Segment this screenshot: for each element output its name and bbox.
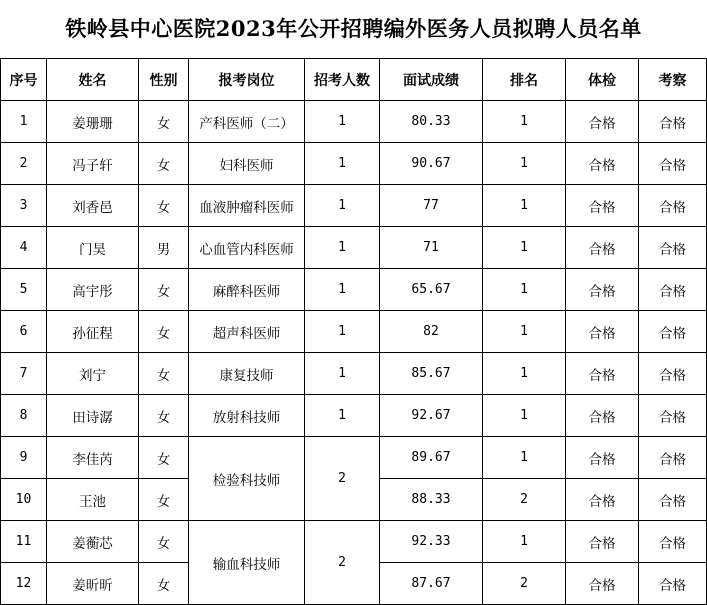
cell-quota: 1: [305, 311, 380, 353]
table-row: [1, 227, 707, 269]
cell-name: 孙征程: [47, 311, 139, 353]
cell-quota: 1: [305, 269, 380, 311]
cell-review: 合格: [639, 185, 707, 227]
cell-gender: 女: [139, 563, 189, 605]
cell-no: 9: [1, 437, 47, 479]
header-rank: 排名: [483, 59, 566, 101]
header-position: 报考岗位: [189, 59, 305, 101]
cell-gender: 女: [139, 269, 189, 311]
cell-rank: 2: [483, 563, 566, 605]
cell-position: 麻醉科医师: [189, 269, 305, 311]
cell-quota: 1: [305, 227, 380, 269]
table-row: [1, 521, 707, 563]
header-no: 序号: [1, 59, 47, 101]
cell-exam: 合格: [566, 185, 639, 227]
cell-score: 65.67: [380, 269, 483, 311]
cell-score: 71: [380, 227, 483, 269]
candidate-table: [0, 58, 707, 605]
cell-review: 合格: [639, 353, 707, 395]
cell-gender: 女: [139, 479, 189, 521]
cell-gender: 女: [139, 311, 189, 353]
cell-name: 田诗潺: [47, 395, 139, 437]
cell-rank: 1: [483, 437, 566, 479]
cell-exam: 合格: [566, 143, 639, 185]
cell-score: 92.67: [380, 395, 483, 437]
cell-name: 门昊: [47, 227, 139, 269]
cell-name: 刘宁: [47, 353, 139, 395]
cell-score: 88.33: [380, 479, 483, 521]
table-row: [1, 353, 707, 395]
cell-name: 高宇彤: [47, 269, 139, 311]
cell-review: 合格: [639, 311, 707, 353]
table-row: [1, 185, 707, 227]
cell-gender: 女: [139, 521, 189, 563]
cell-quota: 2: [305, 437, 380, 521]
cell-exam: 合格: [566, 479, 639, 521]
table-row: [1, 101, 707, 143]
cell-exam: 合格: [566, 227, 639, 269]
cell-quota: 2: [305, 521, 380, 605]
cell-score: 77: [380, 185, 483, 227]
page-title: 铁岭县中心医院2023年公开招聘编外医务人员拟聘人员名单: [65, 16, 642, 41]
cell-score: 89.67: [380, 437, 483, 479]
cell-review: 合格: [639, 269, 707, 311]
header-quota: 招考人数: [305, 59, 380, 101]
cell-quota: 1: [305, 185, 380, 227]
cell-review: 合格: [639, 395, 707, 437]
cell-rank: 1: [483, 269, 566, 311]
cell-gender: 女: [139, 101, 189, 143]
cell-rank: 1: [483, 353, 566, 395]
cell-position: 放射科技师: [189, 395, 305, 437]
cell-position: 血液肿瘤科医师: [189, 185, 305, 227]
header-exam: 体检: [566, 59, 639, 101]
header-row: [1, 59, 707, 101]
cell-rank: 1: [483, 101, 566, 143]
cell-review: 合格: [639, 479, 707, 521]
header-score: 面试成绩: [380, 59, 483, 101]
cell-no: 5: [1, 269, 47, 311]
cell-quota: 1: [305, 395, 380, 437]
cell-no: 7: [1, 353, 47, 395]
cell-position: 妇科医师: [189, 143, 305, 185]
cell-score: 92.33: [380, 521, 483, 563]
table-row: [1, 437, 707, 479]
header-review: 考察: [639, 59, 707, 101]
cell-score: 87.67: [380, 563, 483, 605]
cell-no: 11: [1, 521, 47, 563]
cell-review: 合格: [639, 437, 707, 479]
cell-name: 姜蘅芯: [47, 521, 139, 563]
cell-gender: 女: [139, 143, 189, 185]
cell-exam: 合格: [566, 437, 639, 479]
cell-rank: 1: [483, 185, 566, 227]
cell-exam: 合格: [566, 353, 639, 395]
cell-gender: 女: [139, 395, 189, 437]
cell-no: 12: [1, 563, 47, 605]
cell-exam: 合格: [566, 563, 639, 605]
cell-gender: 女: [139, 353, 189, 395]
cell-no: 4: [1, 227, 47, 269]
cell-quota: 1: [305, 143, 380, 185]
cell-exam: 合格: [566, 521, 639, 563]
cell-no: 8: [1, 395, 47, 437]
table-row: [1, 311, 707, 353]
cell-rank: 1: [483, 521, 566, 563]
cell-position: 心血管内科医师: [189, 227, 305, 269]
table-row: [1, 143, 707, 185]
cell-name: 刘香邑: [47, 185, 139, 227]
cell-review: 合格: [639, 143, 707, 185]
cell-score: 85.67: [380, 353, 483, 395]
cell-gender: 女: [139, 185, 189, 227]
cell-exam: 合格: [566, 311, 639, 353]
cell-exam: 合格: [566, 101, 639, 143]
cell-position: 产科医师（二）: [189, 101, 305, 143]
cell-review: 合格: [639, 521, 707, 563]
cell-review: 合格: [639, 101, 707, 143]
cell-name: 王池: [47, 479, 139, 521]
cell-name: 姜珊珊: [47, 101, 139, 143]
cell-no: 6: [1, 311, 47, 353]
cell-name: 李佳芮: [47, 437, 139, 479]
cell-rank: 1: [483, 227, 566, 269]
cell-rank: 1: [483, 395, 566, 437]
cell-rank: 1: [483, 143, 566, 185]
cell-exam: 合格: [566, 395, 639, 437]
cell-position: 输血科技师: [189, 521, 305, 605]
cell-score: 80.33: [380, 101, 483, 143]
cell-score: 90.67: [380, 143, 483, 185]
cell-no: 3: [1, 185, 47, 227]
cell-name: 冯子轩: [47, 143, 139, 185]
cell-review: 合格: [639, 563, 707, 605]
cell-no: 1: [1, 101, 47, 143]
table-row: [1, 269, 707, 311]
cell-gender: 女: [139, 437, 189, 479]
cell-score: 82: [380, 311, 483, 353]
header-gender: 性别: [139, 59, 189, 101]
cell-review: 合格: [639, 227, 707, 269]
header-name: 姓名: [47, 59, 139, 101]
cell-exam: 合格: [566, 269, 639, 311]
cell-quota: 1: [305, 353, 380, 395]
cell-no: 10: [1, 479, 47, 521]
cell-position: 检验科技师: [189, 437, 305, 521]
cell-gender: 男: [139, 227, 189, 269]
cell-quota: 1: [305, 101, 380, 143]
table-row: [1, 395, 707, 437]
cell-no: 2: [1, 143, 47, 185]
cell-rank: 2: [483, 479, 566, 521]
cell-rank: 1: [483, 311, 566, 353]
cell-position: 康复技师: [189, 353, 305, 395]
table-body: [1, 101, 707, 605]
cell-position: 超声科医师: [189, 311, 305, 353]
cell-name: 姜昕昕: [47, 563, 139, 605]
